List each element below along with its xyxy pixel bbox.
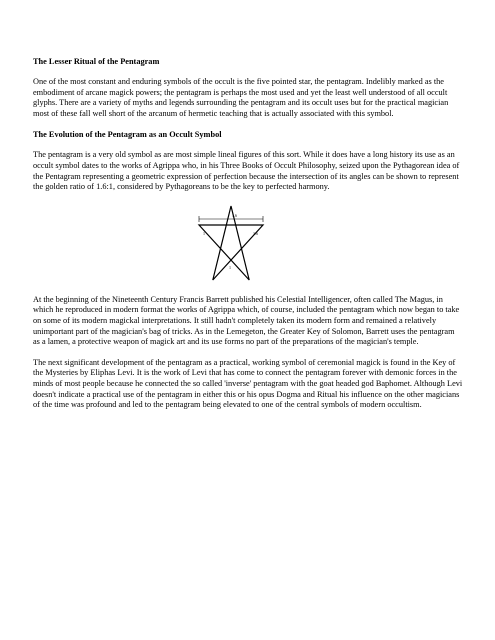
pentagram-diagram (191, 203, 271, 283)
pentagram-figure (33, 203, 463, 283)
label-left: 1 (203, 230, 205, 236)
label-bottom: 1 (229, 264, 231, 270)
section-heading: The Evolution of the Pentagram as an Occult Symbol (33, 130, 222, 140)
paragraph-3: The next significant development of the pentagram as a practical, working symbol of ceremonial magick is found in the Key of the Mysteries by Eliphas Levi. It is the work of Levi that has come to connect the pentagram forever with demonic forces in the minds of most people because he connected the so called 'inverse' pentagram with the goat headed god Baphomet. Although Levi doesn't indicate a practical use of the pentagram in either this or his opus Dogma and Ritual his influence on the other magicians of the time was profound and led to the pentagram being elevated to one of the central symbols of modern occultism. (33, 357, 463, 410)
label-top: 1.6 (232, 212, 237, 218)
document-title: The Lesser Ritual of the Pentagram (33, 57, 160, 66)
document-body (33, 56, 463, 421)
label-right: 1.6 (253, 230, 258, 236)
intro-paragraph: One of the most constant and enduring symbols of the occult is the five pointed star, the pentagram. Indelibly marked as the embodiment of arcane magick powers; the pentagram is perhaps the most used and yet the least well understood of all occult glyphs. There are a variety of myths and legends surrounding the pentagram and its occult uses but for the practical magician most of these fall well short of the arcanum of hermetic teaching that is actually associated with this symbol. (33, 77, 449, 118)
pentagram-star (199, 206, 263, 280)
paragraph-2: At the beginning of the Nineteenth Century Francis Barrett published his Celestial Intelligencer, often called The Magus, in which he reproduced in modern format the works of Agrippa which, of course, included the pentagram which now began to take on some of its modern magickal interpretations. It still hadn't completely taken its modern form and remained a relatively unimportant part of the magician's bag of tricks. As in the Lemegeton, the Greater Key of Solomon, Barrett uses the pentagram as a lamen, a protective weapon of magick art and its use forms no part of the preparations of the magician's temple. (33, 294, 460, 347)
paragraph-1: The pentagram is a very old symbol as are most simple lineal figures of this sort. While it does have a long history its use as an occult symbol dates to the works of Agrippa who, in his Three Books of Occult Philosophy, seized upon the Pythagorean idea of the Pentagram representing a geometric expression of perfection because the intersection of its angles can be shown to represent the golden ratio of 1.6:1, considered by Pythagoreans to be the key to perfected harmony. (33, 150, 460, 192)
